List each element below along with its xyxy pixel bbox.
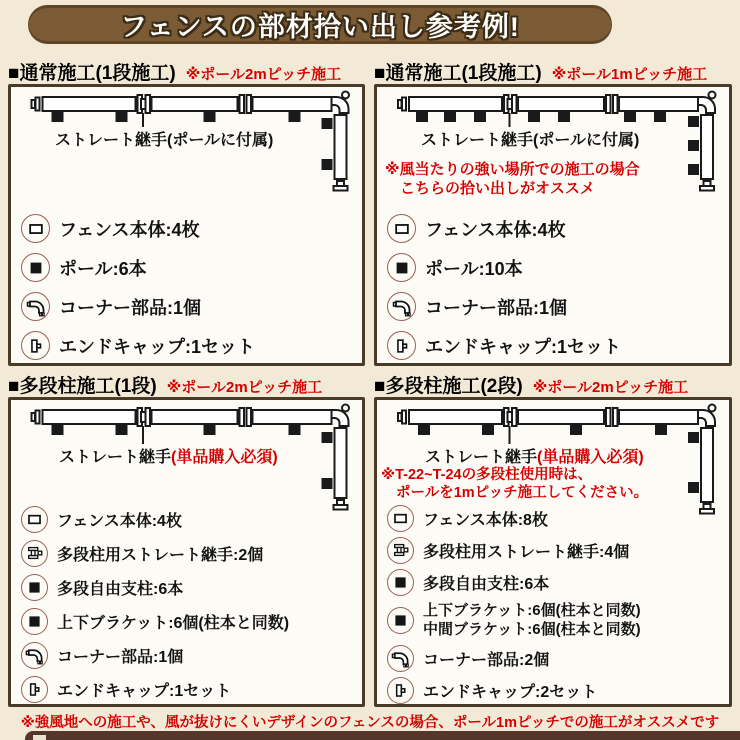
section-pitch-note: ※ポール1mピッチ施工 xyxy=(551,66,708,83)
part-row xyxy=(387,287,725,326)
part-row xyxy=(387,209,725,248)
part-label: コーナー部品:1個 xyxy=(59,297,202,318)
joint-callout xyxy=(59,444,278,467)
pole-icon xyxy=(387,253,416,282)
parts-list xyxy=(21,209,358,365)
parts-list xyxy=(21,502,358,706)
part-row xyxy=(21,209,358,248)
part-label: フェンス本体:4枚 xyxy=(57,512,182,530)
part-label: 多段自由支柱:6本 xyxy=(57,580,184,598)
page-title: フェンスの部材拾い出し参考例! xyxy=(120,12,520,42)
corner-part-icon xyxy=(387,292,416,321)
part-label: エンドキャップ:2セット xyxy=(423,683,598,701)
part-row xyxy=(387,326,725,365)
joint-label: ストレート継手 xyxy=(425,449,538,466)
warning-line2: こちらの拾い出しがオススメ xyxy=(400,179,595,197)
part-label: 中間ブラケット:6個(柱本と同数) xyxy=(423,621,641,638)
section-normal-1m xyxy=(374,58,732,366)
joint-note: (ポールに付属) xyxy=(533,132,640,149)
fence-panel-icon xyxy=(387,505,414,532)
part-row xyxy=(387,502,725,534)
section-panel xyxy=(8,397,365,707)
section-title: ■通常施工(1段施工) xyxy=(374,63,542,84)
multipost-warning-note xyxy=(381,466,648,502)
section-header xyxy=(374,58,732,84)
corner-part-icon xyxy=(387,645,414,672)
pole-icon xyxy=(387,607,414,634)
section-pitch-note: ※ポール2mピッチ施工 xyxy=(166,379,323,396)
part-row xyxy=(21,638,358,672)
parts-list xyxy=(387,209,725,365)
section-header xyxy=(374,371,732,397)
section-title: ■多段柱施工(1段) xyxy=(8,376,157,397)
section-panel xyxy=(8,84,365,366)
part-row xyxy=(387,566,725,598)
joint-label: ストレート継手 xyxy=(55,132,168,149)
joint-label: ストレート継手 xyxy=(421,132,534,149)
part-row xyxy=(21,570,358,604)
part-label: 多段柱用ストレート継手:2個 xyxy=(57,546,264,564)
part-label: 多段自由支柱:6本 xyxy=(423,575,550,593)
section-header xyxy=(8,58,365,84)
warning-line2: ポールを1mピッチ施工してください。 xyxy=(396,485,649,502)
corner-part-icon xyxy=(21,642,48,669)
footer-note: ※強風地への施工や、風が抜けにくいデザインのフェンスの場合、ポール1mピッチでの施工がオススメです xyxy=(20,715,720,731)
part-label: 多段柱用ストレート継手:4個 xyxy=(423,543,630,561)
section-title: ■通常施工(1段施工) xyxy=(8,63,176,84)
title-banner xyxy=(28,5,612,44)
section-multipost-2tier xyxy=(374,371,732,707)
parts-list xyxy=(387,502,725,706)
part-row xyxy=(387,642,725,674)
part-label: エンドキャップ:1セット xyxy=(425,336,622,357)
part-label: コーナー部品:2個 xyxy=(423,651,550,669)
part-row xyxy=(387,248,725,287)
multi-post-joint-icon xyxy=(387,537,414,564)
section-header xyxy=(8,371,365,397)
part-row xyxy=(21,604,358,638)
fence-panel-icon xyxy=(387,214,416,243)
part-row xyxy=(387,598,725,642)
part-row xyxy=(21,672,358,706)
joint-callout xyxy=(421,127,639,150)
part-label: フェンス本体:4枚 xyxy=(59,219,200,240)
section-multipost-1tier xyxy=(8,371,365,707)
part-label: ポール:6本 xyxy=(59,258,147,279)
warning-line1: ※風当たりの強い場所での施工の場合 xyxy=(385,161,640,178)
part-label: エンドキャップ:1セット xyxy=(59,336,256,357)
end-cap-icon xyxy=(387,677,414,704)
part-label: コーナー部品:1個 xyxy=(57,648,184,666)
pole-icon xyxy=(21,253,50,282)
part-label: ポール:10本 xyxy=(425,258,523,279)
pole-icon xyxy=(387,569,414,596)
end-cap-icon xyxy=(21,331,50,360)
bottom-banner-strip xyxy=(25,731,740,740)
corner-part-icon xyxy=(21,292,50,321)
part-label: 上下ブラケット:6個(柱本と同数) xyxy=(423,601,641,619)
part-row xyxy=(21,248,358,287)
part-row xyxy=(21,326,358,365)
end-cap-icon xyxy=(21,676,48,703)
part-label: コーナー部品:1個 xyxy=(425,297,568,318)
section-panel xyxy=(374,397,732,707)
part-label-group xyxy=(423,601,641,640)
pole-icon xyxy=(21,608,48,635)
fence-panel-icon xyxy=(21,506,48,533)
part-row xyxy=(21,287,358,326)
section-panel xyxy=(374,84,732,366)
part-row xyxy=(21,536,358,570)
fence-panel-icon xyxy=(21,214,50,243)
warning-line1: ※T-22~T-24の多段柱使用時は、 xyxy=(381,467,593,483)
wind-warning-note xyxy=(385,161,640,199)
part-label: フェンス本体:4枚 xyxy=(425,219,566,240)
multi-post-joint-icon xyxy=(21,540,48,567)
part-row xyxy=(387,534,725,566)
joint-label: ストレート継手 xyxy=(59,449,172,466)
part-label: エンドキャップ:1セット xyxy=(57,682,232,700)
section-pitch-note: ※ポール2mピッチ施工 xyxy=(185,66,342,83)
joint-callout xyxy=(55,127,273,150)
pole-icon xyxy=(21,574,48,601)
section-title: ■多段柱施工(2段) xyxy=(374,376,523,397)
section-normal-2m xyxy=(8,58,365,366)
part-row xyxy=(387,674,725,706)
section-pitch-note: ※ポール2mピッチ施工 xyxy=(532,379,689,396)
joint-note: (単品購入必須) xyxy=(537,449,644,466)
part-label: フェンス本体:8枚 xyxy=(423,511,548,529)
bottom-strip-notch xyxy=(33,735,46,740)
part-row xyxy=(21,502,358,536)
end-cap-icon xyxy=(387,331,416,360)
joint-callout xyxy=(425,444,644,467)
joint-note: (単品購入必須) xyxy=(171,449,278,466)
joint-note: (ポールに付属) xyxy=(167,132,274,149)
part-label: 上下ブラケット:6個(柱本と同数) xyxy=(57,614,290,632)
